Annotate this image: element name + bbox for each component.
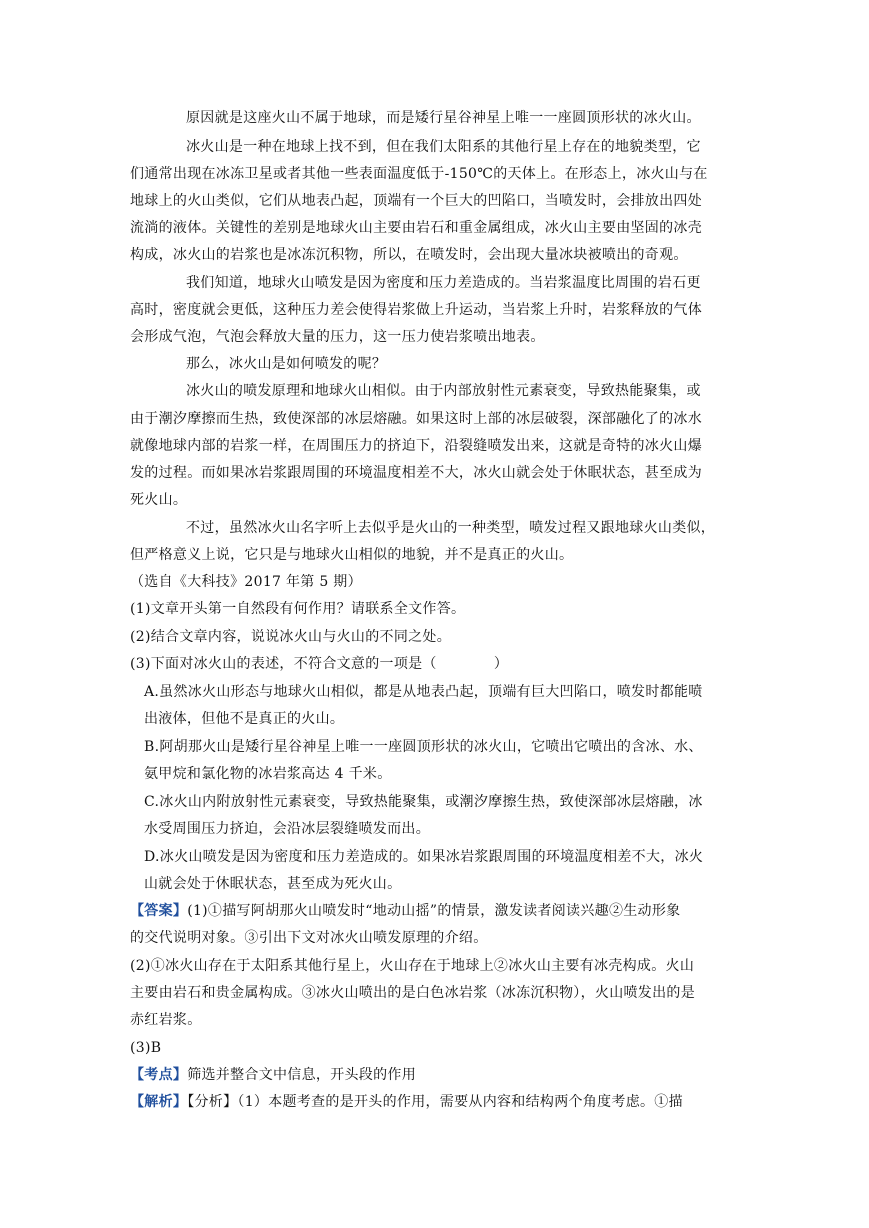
paragraph-line: 流淌的液体。关键性的差别是地球火山主要由岩石和重金属组成，冰火山主要由坚固的冰壳 [130, 220, 702, 236]
paragraph-line: 我们知道，地球火山喷发是因为密度和压力差造成的。当岩浆温度比周围的岩石更 [186, 275, 701, 291]
option-d: D.冰火山喷发是因为密度和压力差造成的。如果冰岩浆跟周围的环境温度相差不大，冰火 [144, 849, 704, 865]
paragraph-line: 冰火山的喷发原理和地球火山相似。由于内部放射性元素衰变，导致热能聚集，或 [186, 383, 701, 399]
jiexi-text: 【分析】（1）本题考查的是开头的作用，需要从内容和结构两个角度考虑。①描 [187, 1094, 683, 1110]
option-c-cont: 水受周围压力挤迫，会沿冰层裂缝喷发而出。 [144, 821, 430, 837]
paragraph-line: 不过，虽然冰火山名字听上去似乎是火山的一种类型，喷发过程又跟地球火山类似， [186, 520, 716, 536]
question-1: (1)文章开头第一自然段有何作用？请联系全文作答。 [130, 601, 466, 617]
answer-line: 赤红岩浆。 [130, 1012, 202, 1028]
answer-line [130, 901, 740, 921]
paragraph-line: 死火山。 [130, 492, 188, 508]
answer-line: (2)①冰火山存在于太阳系其他行星上，火山存在于地球上②冰火山主要有冰壳构成。火山 [130, 958, 695, 974]
paragraph-line: 原因就是这座火山不属于地球，而是矮行星谷神星上唯一一座圆顶形状的冰火山。 [186, 110, 701, 126]
paragraph-line: 那么，冰火山是如何喷发的呢？ [186, 356, 387, 372]
kaodian-line [130, 1065, 740, 1085]
answer-tag: 【答案】 [130, 903, 188, 919]
answer-line: 主要由岩石和贵金属构成。③冰火山喷出的是白色冰岩浆（冰冻沉积物），火山喷发出的是 [130, 985, 695, 1001]
paragraph-line: 会形成气泡，气泡会释放大量的压力，这一压力使岩浆喷出地表。 [130, 329, 545, 345]
jiexi-line [130, 1092, 740, 1112]
paragraph-line: 们通常出现在冰冻卫星或者其他一些表面温度低于-150℃的天体上。在形态上，冰火山与在 [130, 166, 708, 182]
kaodian-text: 筛选并整合文中信息，开头段的作用 [187, 1067, 417, 1083]
paragraph-line: 发的过程。而如果冰岩浆跟周围的环境温度相差不大，冰火山就会处于休眠状态，甚至成为 [130, 465, 702, 481]
option-d-cont: 山就会处于休眠状态，甚至成为死火山。 [144, 876, 402, 892]
question-3: (3)下面对冰火山的表述，不符合文意的一项是（ ） [130, 656, 509, 672]
paragraph-line: 地球上的火山类似，它们从地表凸起，顶端有一个巨大的凹陷口，当喷发时，会排放出四处 [130, 193, 702, 209]
answer-line: 的交代说明对象。③引出下文对冰火山喷发原理的介绍。 [130, 930, 488, 946]
paragraph-line: 高时，密度就会更低，这种压力差会使得岩浆做上升运动，当岩浆上升时，岩浆释放的气体 [130, 302, 702, 318]
option-a-cont: 出液体，但他不是真正的火山。 [144, 711, 345, 727]
question-2: (2)结合文章内容，说说冰火山与火山的不同之处。 [130, 629, 452, 645]
option-b: B.阿胡那火山是矮行星谷神星上唯一一座圆顶形状的冰火山，它喷出它喷出的含冰、水、 [144, 739, 703, 755]
source-citation: （选自《大科技》2017 年第 5 期） [130, 574, 362, 590]
option-c: C.冰火山内附放射性元素衰变，导致热能聚集，或潮汐摩擦生热，致使深部冰层熔融，冰 [144, 794, 703, 810]
jiexi-tag: 【解析】 [130, 1094, 188, 1110]
paragraph-line: 构成，冰火山的岩浆也是冰冻沉积物，所以，在喷发时，会出现大量冰块被喷出的奇观。 [130, 247, 688, 263]
paragraph-line: 就像地球内部的岩浆一样，在周围压力的挤迫下，沿裂缝喷发出来，这就是奇特的冰火山爆 [130, 438, 702, 454]
paragraph-line: 冰火山是一种在地球上找不到，但在我们太阳系的其他行星上存在的地貌类型，它 [186, 139, 701, 155]
paragraph-line: 由于潮汐摩擦而生热，致使深部的冰层熔融。如果这时上部的冰层破裂，深部融化了的冰水 [130, 411, 702, 427]
answer-line: (3)B [130, 1040, 162, 1056]
answer-text: (1)①描写阿胡那火山喷发时“地动山摇”的情景，激发读者阅读兴趣②生动形象 [187, 903, 681, 919]
paragraph-line: 但严格意义上说，它只是与地球火山相似的地貌，并不是真正的火山。 [130, 547, 574, 563]
kaodian-tag: 【考点】 [130, 1067, 188, 1083]
option-a: A.虽然冰火山形态与地球火山相似，都是从地表凸起，顶端有巨大凹陷口，喷发时都能喷 [144, 684, 703, 700]
option-b-cont: 氨甲烷和氯化物的冰岩浆高达 4 千米。 [144, 766, 392, 782]
